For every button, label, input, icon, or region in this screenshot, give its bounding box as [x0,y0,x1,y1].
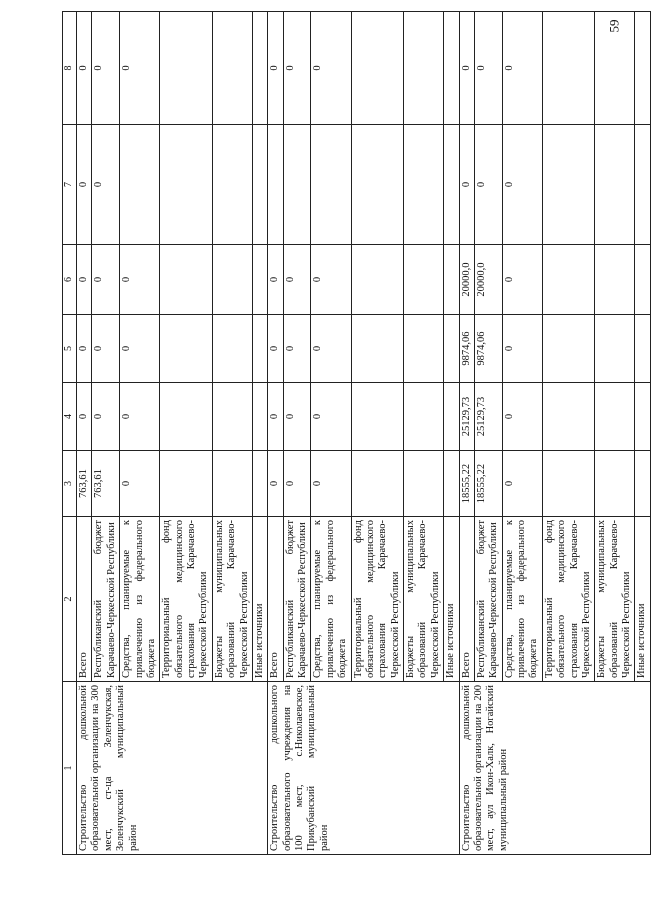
funding-source: Республиканский бюджет Карачаево-Черкесской Республики [283,517,311,682]
header-cell: 8 [63,12,77,125]
funding-table [62,12,648,855]
value-cell: 0 [311,451,351,517]
table-row [77,12,92,855]
funding-source: Республиканский бюджет Карачаево-Черкесской Республики [92,517,120,682]
header-cell: 1 [63,682,77,855]
value-cell: 0 [283,383,311,451]
value-cell [635,245,650,315]
value-cell: 18555,22 [459,451,474,517]
funding-source: Бюджеты муниципальных образований Карачаево-Черкесской Республики [595,517,635,682]
value-cell: 9874,06 [474,315,502,383]
funding-source: Республиканский бюджет Карачаево-Черкесской Республики [474,517,502,682]
value-cell: 0 [283,245,311,315]
value-cell [635,315,650,383]
value-cell [160,451,213,517]
value-cell: 0 [77,383,92,451]
value-cell [444,315,459,383]
value-cell: 0 [283,315,311,383]
value-cell: 18555,22 [474,451,502,517]
project-title: Строительство дошкольной образовательной организации на 300 мест, ст-ца Зеленчукская, Зеленчукский муниципальный район [77,682,268,855]
value-cell: 0 [459,125,474,245]
value-cell [595,125,635,245]
value-cell: 25129,73 [474,383,502,451]
value-cell [542,245,595,315]
value-cell: 0 [120,245,160,315]
value-cell [635,383,650,451]
value-cell [635,451,650,517]
value-cell: 0 [311,245,351,315]
value-cell: 0 [77,315,92,383]
funding-source: Территориальный фонд обязательного медицинского страхования Карачаево-Черкесской Республики [160,517,213,682]
value-cell: 0 [92,383,120,451]
header-cell: 5 [63,315,77,383]
value-cell [595,245,635,315]
header-row [63,12,77,855]
value-cell: 0 [77,125,92,245]
value-cell: 0 [459,12,474,125]
value-cell: 0 [77,12,92,125]
value-cell [212,12,252,125]
value-cell [351,125,404,245]
value-cell [160,125,213,245]
funding-source: Всего [459,517,474,682]
value-cell [595,451,635,517]
value-cell: 0 [92,245,120,315]
value-cell [311,125,351,245]
value-cell [252,125,267,245]
header-cell: 6 [63,245,77,315]
header-cell: 3 [63,451,77,517]
value-cell: 25129,73 [459,383,474,451]
value-cell [444,383,459,451]
value-cell: 0 [92,125,120,245]
value-cell [252,315,267,383]
value-cell [212,315,252,383]
page-number: 59 [606,19,621,33]
funding-source: Средства, планируемые к привлечению из федерального бюджета [120,517,160,682]
header-cell: 7 [63,125,77,245]
value-cell [120,125,160,245]
table-row [268,12,283,855]
value-cell: 0 [502,125,542,245]
value-cell: 0 [268,383,283,451]
funding-source: Бюджеты муниципальных образований Карачаево-Черкесской Республики [212,517,252,682]
value-cell: 0 [502,245,542,315]
value-cell: 0 [120,12,160,125]
value-cell [212,383,252,451]
value-cell [351,12,404,125]
value-cell [542,383,595,451]
value-cell [252,245,267,315]
value-cell: 0 [502,451,542,517]
value-cell: 0 [311,315,351,383]
value-cell: 0 [268,315,283,383]
funding-source: Территориальный фонд обязательного медицинского страхования Карачаево-Черкесской Республики [351,517,404,682]
value-cell [252,451,267,517]
value-cell: 0 [120,383,160,451]
value-cell [595,315,635,383]
value-cell [160,383,213,451]
table-row [459,12,474,855]
value-cell [404,451,444,517]
funding-source: Бюджеты муниципальных образований Карачаево-Черкесской Республики [404,517,444,682]
value-cell [252,383,267,451]
value-cell [635,125,650,245]
value-cell [444,125,459,245]
value-cell [635,12,650,125]
value-cell [212,245,252,315]
value-cell [160,315,213,383]
value-cell: 0 [120,451,160,517]
value-cell: 0 [502,12,542,125]
project-title: Строительство дошкольной образовательной организации на 200 мест, аул Икон-Халк, Ногайский муниципальный район [459,682,650,855]
value-cell: 0 [502,315,542,383]
value-cell [351,383,404,451]
header-cell: 2 [63,517,77,682]
value-cell: 9874,06 [459,315,474,383]
value-cell [351,451,404,517]
project-title: Строительство дошкольного образовательного учреждения на 100 мест, с.Николаевское, Прикубанский муниципальный район [268,682,459,855]
rotated-page [62,12,648,855]
funding-source: Иные источники [444,517,459,682]
value-cell [542,451,595,517]
value-cell: 0 [502,383,542,451]
value-cell [444,12,459,125]
value-cell [404,125,444,245]
funding-source: Иные источники [252,517,267,682]
value-cell: 0 [268,12,283,125]
funding-source: Средства, планируемые к привлечению из федерального бюджета [502,517,542,682]
value-cell [212,125,252,245]
funding-source: Всего [268,517,283,682]
value-cell [404,245,444,315]
value-cell [160,245,213,315]
value-cell [542,125,595,245]
value-cell: 0 [311,12,351,125]
value-cell: 763,61 [92,451,120,517]
value-cell: 0 [77,245,92,315]
value-cell [404,12,444,125]
funding-source: Иные источники [635,517,650,682]
value-cell: 20000,0 [474,245,502,315]
value-cell [404,383,444,451]
value-cell [160,12,213,125]
value-cell: 0 [268,451,283,517]
value-cell [212,451,252,517]
value-cell: 20000,0 [459,245,474,315]
value-cell [268,125,283,245]
value-cell [351,245,404,315]
value-cell: 0 [474,12,502,125]
value-cell [542,12,595,125]
value-cell [283,125,311,245]
value-cell [252,12,267,125]
value-cell: 0 [474,125,502,245]
funding-source: Всего [77,517,92,682]
value-cell: 763,61 [77,451,92,517]
value-cell: 0 [120,315,160,383]
value-cell: 0 [92,315,120,383]
value-cell [404,315,444,383]
funding-source: Средства, планируемые к привлечению из федерального бюджета [311,517,351,682]
value-cell [351,315,404,383]
value-cell: 0 [283,12,311,125]
value-cell [542,315,595,383]
value-cell: 0 [268,245,283,315]
value-cell [444,451,459,517]
value-cell [595,383,635,451]
header-cell: 4 [63,383,77,451]
value-cell [595,12,635,125]
value-cell [444,245,459,315]
value-cell: 0 [92,12,120,125]
value-cell: 0 [283,451,311,517]
funding-source: Территориальный фонд обязательного медицинского страхования Карачаево-Черкесской Республики [542,517,595,682]
value-cell: 0 [311,383,351,451]
